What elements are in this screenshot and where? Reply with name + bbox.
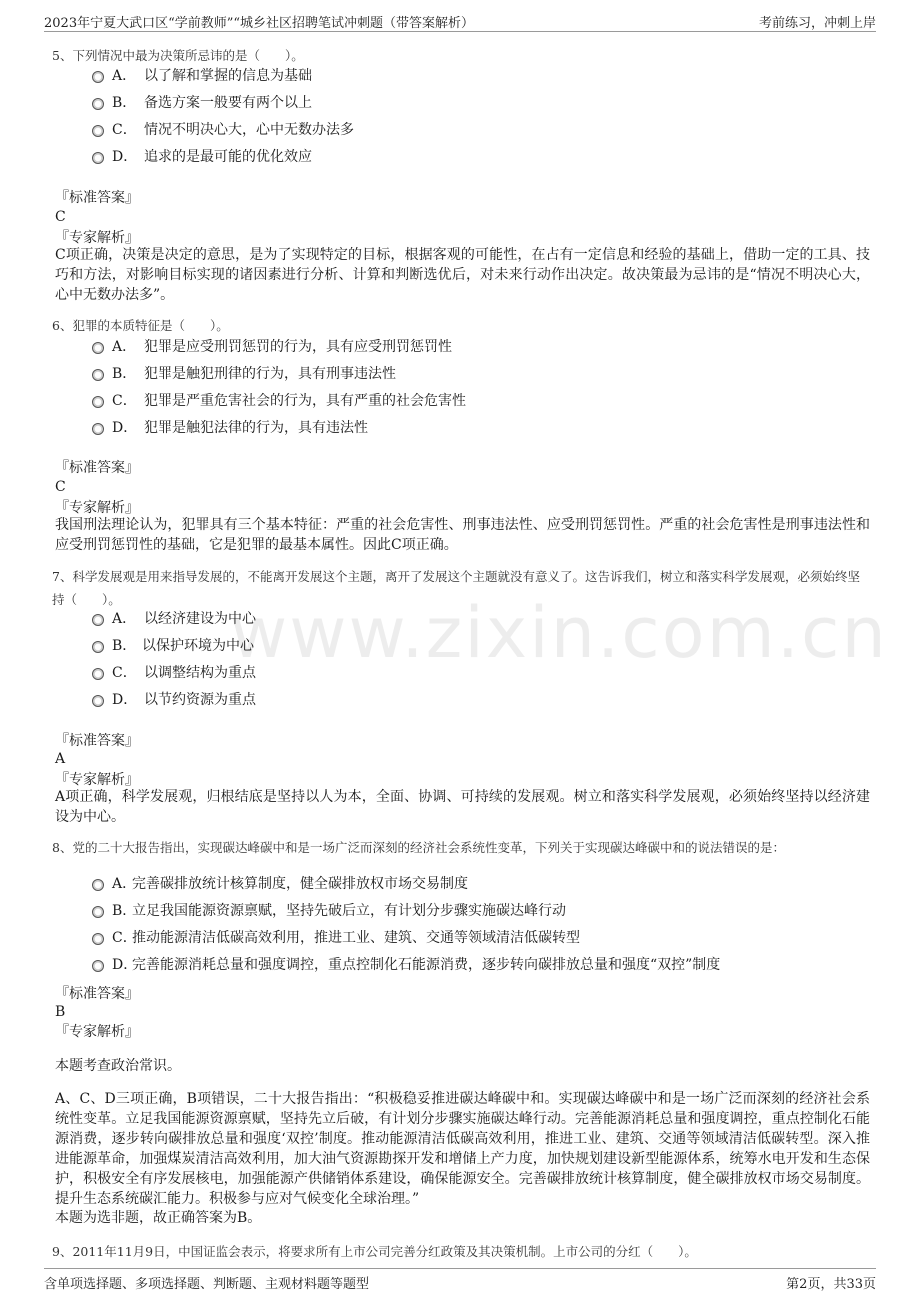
- radio-icon[interactable]: [92, 423, 104, 435]
- answer-value: C: [55, 209, 66, 225]
- answer-label: 『标准答案』: [55, 733, 139, 749]
- analysis-text: A项正确，科学发展观，归根结底是坚持以人为本，全面、协调、可持续的发展观。树立和落实科学发展观，必须始终坚持以经济建设为中心。: [55, 789, 870, 825]
- question-stem-6: 6、犯罪的本质特征是（ ）。: [52, 318, 229, 333]
- answer-label: 『标准答案』: [55, 190, 139, 206]
- analysis-intro: 本题考查政治常识。: [55, 1058, 181, 1074]
- analysis-text: C项正确，决策是决定的意思，是为了实现特定的目标，根据客观的可能性，在占有一定信息和经验的基础上，借助一定的工具、技巧和方法，对影响目标实现的诸因素进行分析、计算和判断选优后，对未来行动作出决定。故决策最为忌讳的是“情况不明决心大，心中无数办法多”。: [55, 247, 870, 303]
- answer-label: 『标准答案』: [55, 986, 139, 1002]
- radio-icon[interactable]: [92, 614, 104, 626]
- answer-value: A: [55, 751, 66, 767]
- answer-value: C: [55, 479, 66, 495]
- radio-icon[interactable]: [92, 641, 104, 653]
- radio-icon[interactable]: [92, 71, 104, 83]
- radio-icon[interactable]: [92, 933, 104, 945]
- document-title: 2023年宁夏大武口区“学前教师”“城乡社区招聘笔试冲刺题（带答案解析）: [44, 16, 475, 31]
- radio-icon[interactable]: [92, 695, 104, 707]
- question-stem-9: 9、2011年11月9日，中国证监会表示，将要求所有上市公司完善分红政策及其决策机制。上市公司的分红（ ）。: [52, 1244, 697, 1259]
- radio-icon[interactable]: [92, 342, 104, 354]
- analysis-conclusion: 本题为选非题，故正确答案为B。: [55, 1210, 262, 1226]
- analysis-label: 『专家解析』: [55, 772, 139, 788]
- radio-icon[interactable]: [92, 98, 104, 110]
- radio-icon[interactable]: [92, 960, 104, 972]
- radio-icon[interactable]: [92, 369, 104, 381]
- watermark: www.zixin.com.cn: [230, 592, 888, 674]
- answer-label: 『标准答案』: [55, 460, 139, 476]
- analysis-text: 我国刑法理论认为，犯罪具有三个基本特征：严重的社会危害性、刑事违法性、应受刑罚惩罚性。严重的社会危害性是刑事违法性和应受刑罚惩罚性的基础，它是犯罪的最基本属性。因此C项正确。: [55, 517, 870, 553]
- radio-icon[interactable]: [92, 152, 104, 164]
- header-slogan: 考前练习，冲刺上岸: [758, 16, 876, 31]
- analysis-label: 『专家解析』: [55, 230, 139, 246]
- question-stem-5: 5、下列情况中最为决策所忌讳的是（ ）。: [52, 48, 304, 63]
- radio-icon[interactable]: [92, 125, 104, 137]
- answer-value: B: [55, 1004, 66, 1020]
- page-footer: [44, 1268, 876, 1294]
- page-number: 第2页，共33页: [786, 1277, 876, 1292]
- question-stem-8: 8、党的二十大报告指出，实现碳达峰碳中和是一场广泛而深刻的经济社会系统性变革，下列关于实现碳达峰碳中和的说法错误的是：: [52, 840, 785, 855]
- analysis-text: A、C、D三项正确，B项错误，二十大报告指出：“积极稳妥推进碳达峰碳中和。实现碳达峰碳中和是一场广泛而深刻的经济社会系统性变革。立足我国能源资源禀赋，坚持先立后破，有计划分步骤实施碳达峰行动。完善能源消耗总量和强度调控，重点控制化石能源消费，逐步转向碳排放总量和强度‘双控’制度。推动能源清洁低碳高效利用，推进工业、建筑、交通等领域清洁低碳转型。深入推进能源革命，加强煤炭清洁高效利用，加大油气资源勘探开发和增储上产力度，加快规划建设新型能源体系，统筹水电开发和生态保护，积极安全有序发展核电，加强能源产供储销体系建设，确保能源安全。完善碳排放统计核算制度，健全碳排放权市场交易制度。提升生态系统碳汇能力。积极参与应对气候变化全球治理。”: [55, 1091, 870, 1207]
- page-header: [44, 8, 876, 32]
- radio-icon[interactable]: [92, 906, 104, 918]
- radio-icon[interactable]: [92, 668, 104, 680]
- analysis-label: 『专家解析』: [55, 1024, 139, 1040]
- question-stem-7: 7、科学发展观是用来指导发展的，不能离开发展这个主题，离开了发展这个主题就没有意义了。这告诉我们，树立和落实科学发展观，必须始终坚持（ ）。: [52, 569, 860, 607]
- question-types-note: 含单项选择题、多项选择题、判断题、主观材料题等题型: [44, 1277, 370, 1292]
- analysis-label: 『专家解析』: [55, 500, 139, 516]
- radio-icon[interactable]: [92, 396, 104, 408]
- radio-icon[interactable]: [92, 879, 104, 891]
